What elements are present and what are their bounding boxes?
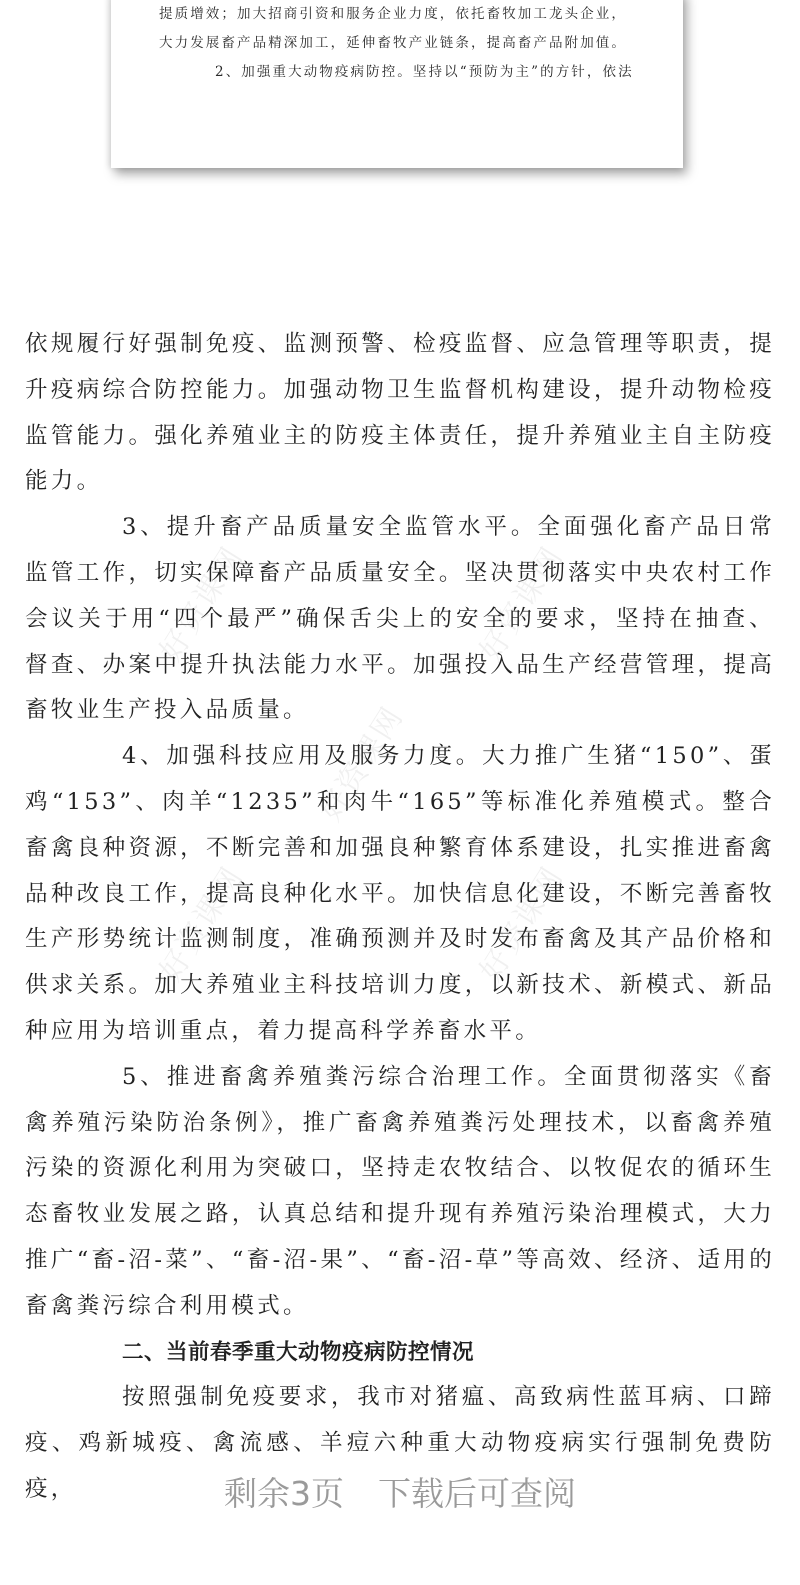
preview-line: 大力发展畜产品精深加工，延伸畜牧产业链条，提高畜产品附加值。 bbox=[159, 35, 627, 51]
preview-line: 提质增效；加大招商引资和服务企业力度，依托畜牧加工龙头企业， bbox=[159, 6, 627, 22]
paragraph-continuation: 依规履行好强制免疫、监测预警、检疫监督、应急管理等职责，提升疫病综合防控能力。加强动物卫生监督机构建设，提升动物检疫监管能力。强化养殖业主的防疫主体责任，提升养殖业主自主防疫能力。 bbox=[25, 331, 775, 495]
paragraph-closing: 按照强制免疫要求，我市对猪瘟、高致病性蓝耳病、口蹄疫、鸡新城疫、禽流感、羊痘六种重大动物疫病实行强制免费防疫， bbox=[25, 1384, 775, 1502]
watermark: 好资课网 bbox=[313, 700, 411, 828]
download-prompt-label: 下载后可查阅 bbox=[378, 1474, 576, 1513]
watermark: 好资课网 bbox=[473, 540, 571, 668]
section-heading: 二、当前春季重大动物疫病防控情况 bbox=[122, 1339, 475, 1365]
download-to-view-prompt[interactable] bbox=[0, 1468, 800, 1515]
watermark: 好资课网 bbox=[473, 860, 571, 988]
paragraph-item-3: 3、提升畜产品质量安全监管水平。全面强化畜产品日常监管工作，切实保障畜产品质量安全。坚决贯彻落实中央农村工作会议关于用“四个最严”确保舌尖上的安全的要求，坚持在抽查、督查、办案中提升执法能力水平。加强投入品生产经营管理，提高畜牧业生产投入品质量。 bbox=[25, 514, 775, 724]
paragraph-item-4: 4、加强科技应用及服务力度。大力推广生猪“150”、蛋鸡“153”、肉羊“1235”和肉牛“165”等标准化养殖模式。整合畜禽良种资源，不断完善和加强良种繁育体系建设，扎实推进畜禽品种改良工作，提高良种化水平。加快信息化建设，不断完善畜牧生产形势统计监测制度，准确预测并及时发布畜禽及其产品价格和供求关系。加大养殖业主科技培训力度，以新技术、新模式、新品种应用为培训重点，着力提高科学养畜水平。 bbox=[25, 743, 775, 1044]
document-body bbox=[25, 322, 775, 1513]
previous-page-preview-card bbox=[111, 0, 683, 168]
preview-line: 2、加强重大动物疫病防控。坚持以“预防为主”的方针，依法 bbox=[215, 64, 634, 80]
watermark: 好资课网 bbox=[153, 860, 251, 988]
paragraph-item-5: 5、推进畜禽养殖粪污综合治理工作。全面贯彻落实《畜禽养殖污染防治条例》，推广畜禽养殖粪污处理技术，以畜禽养殖污染的资源化利用为突破口，坚持走农牧结合、以牧促农的循环生态畜牧业发展之路，认真总结和提升现有养殖污染治理模式，大力推广“畜-沼-菜”、“畜-沼-果”、“畜-沼-草”等高效、经济、适用的畜禽粪污综合利用模式。 bbox=[25, 1063, 775, 1319]
remaining-pages-label: 剩余3页 bbox=[224, 1474, 344, 1513]
watermark: 好资课网 bbox=[153, 540, 251, 668]
